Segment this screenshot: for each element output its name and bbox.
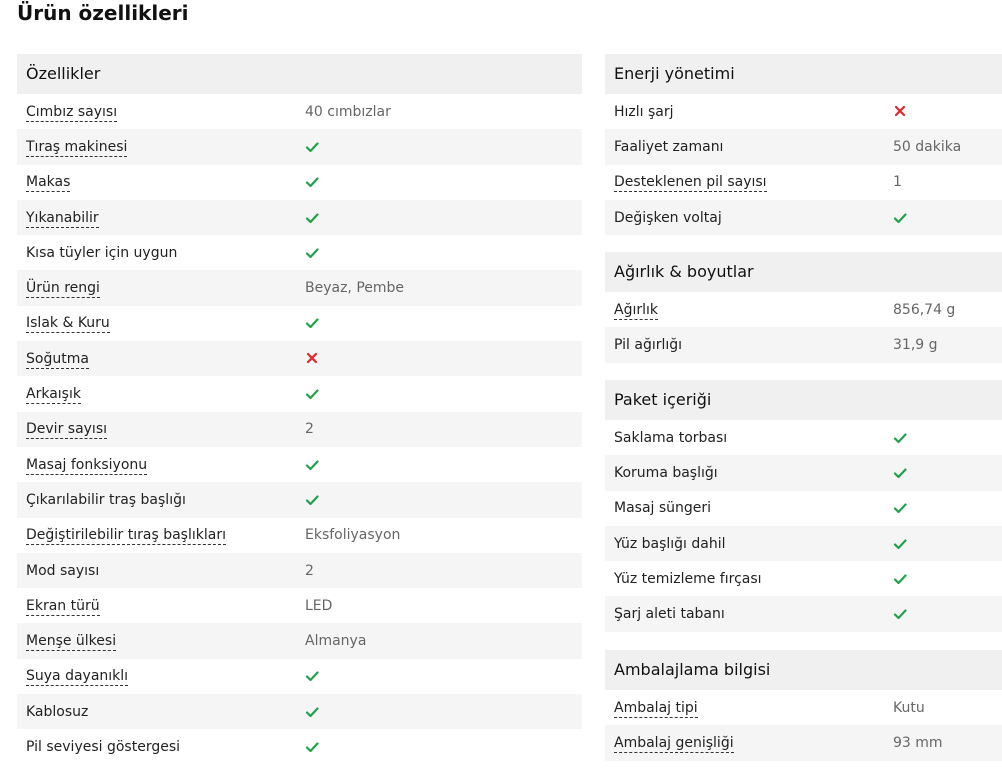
spec-value: 40 cımbızlar bbox=[305, 103, 391, 120]
spec-row-masaj-fonksiyonu bbox=[17, 447, 582, 482]
section-header: Paket içeriği bbox=[605, 380, 1002, 420]
spec-value: 2 bbox=[305, 421, 314, 438]
spec-value bbox=[893, 499, 907, 517]
spec-row-sarj-aleti-tabani bbox=[605, 596, 1002, 631]
spec-section-ambalajlama-bilgisi bbox=[605, 650, 1002, 761]
spec-value bbox=[305, 667, 319, 685]
spec-label[interactable]: Islak & Kuru bbox=[26, 315, 110, 332]
check-icon bbox=[305, 458, 319, 472]
spec-label: Şarj aleti tabanı bbox=[614, 606, 725, 623]
spec-value bbox=[893, 570, 907, 588]
check-icon bbox=[305, 211, 319, 225]
spec-label[interactable]: Ambalaj genişliği bbox=[614, 734, 734, 751]
spec-value bbox=[893, 535, 907, 553]
spec-row-yikanabilir bbox=[17, 200, 582, 235]
spec-row-hizli-sarj bbox=[605, 94, 1002, 129]
spec-label: Değişken voltaj bbox=[614, 209, 722, 226]
check-icon bbox=[305, 387, 319, 401]
spec-label[interactable]: Devir sayısı bbox=[26, 421, 108, 438]
spec-section-ozellikler bbox=[17, 54, 582, 765]
spec-row-koruma-basligi bbox=[605, 455, 1002, 490]
cross-icon bbox=[893, 104, 907, 118]
page-title: Ürün özellikleri bbox=[17, 1, 189, 25]
section-header: Ambalajlama bilgisi bbox=[605, 650, 1002, 690]
spec-value bbox=[305, 738, 319, 756]
spec-value bbox=[305, 385, 319, 403]
spec-row-degistirilebilir-tiras-basliklari bbox=[17, 518, 582, 553]
cross-icon bbox=[305, 351, 319, 365]
spec-value: 50 dakika bbox=[893, 138, 962, 155]
spec-row-arkaisik bbox=[17, 376, 582, 411]
spec-label[interactable]: Yıkanabilir bbox=[26, 209, 99, 226]
spec-label[interactable]: Desteklenen pil sayısı bbox=[614, 174, 767, 191]
spec-value: 2 bbox=[305, 562, 314, 579]
spec-row-sogutma bbox=[17, 341, 582, 376]
spec-value: Beyaz, Pembe bbox=[305, 280, 405, 297]
spec-value bbox=[893, 103, 907, 121]
check-icon bbox=[305, 669, 319, 683]
spec-label[interactable]: Ağırlık bbox=[614, 301, 658, 318]
spec-row-urun-rengi bbox=[17, 270, 582, 305]
spec-value: Almanya bbox=[305, 633, 367, 650]
spec-section-agirlik-boyutlar bbox=[605, 252, 1002, 363]
section-header: Ağırlık & boyutlar bbox=[605, 252, 1002, 292]
check-icon bbox=[893, 466, 907, 480]
spec-row-suya-dayanikli bbox=[17, 659, 582, 694]
spec-label: Kısa tüyler için uygun bbox=[26, 244, 178, 261]
spec-label: Hızlı şarj bbox=[614, 103, 674, 120]
spec-row-desteklenen-pil-sayisi bbox=[605, 165, 1002, 200]
spec-row-degisken-voltaj bbox=[605, 200, 1002, 235]
spec-label[interactable]: Ürün rengi bbox=[26, 280, 100, 297]
spec-row-mense-ulkesi bbox=[17, 623, 582, 658]
check-icon bbox=[893, 501, 907, 515]
spec-row-ekran-turu bbox=[17, 588, 582, 623]
check-icon bbox=[305, 493, 319, 507]
spec-row-saklama-torbasi bbox=[605, 420, 1002, 455]
spec-row-ambalaj-genisligi bbox=[605, 725, 1002, 760]
spec-row-faaliyet-zamani bbox=[605, 129, 1002, 164]
spec-label[interactable]: Suya dayanıklı bbox=[26, 668, 129, 685]
spec-label[interactable]: Ambalaj tipi bbox=[614, 699, 698, 716]
check-icon bbox=[893, 607, 907, 621]
spec-value bbox=[305, 173, 319, 191]
section-header: Özellikler bbox=[17, 54, 582, 94]
spec-value bbox=[893, 209, 907, 227]
spec-value bbox=[305, 244, 319, 262]
spec-row-islak-kuru bbox=[17, 306, 582, 341]
check-icon bbox=[893, 211, 907, 225]
spec-label[interactable]: Değiştirilebilir tıraş başlıkları bbox=[26, 527, 226, 544]
spec-row-mod-sayisi bbox=[17, 553, 582, 588]
spec-row-masaj-sungeri bbox=[605, 491, 1002, 526]
spec-label: Yüz temizleme fırçası bbox=[614, 570, 762, 587]
spec-label: Koruma başlığı bbox=[614, 464, 718, 481]
spec-row-agirlik bbox=[605, 292, 1002, 327]
spec-value: 856,74 g bbox=[893, 301, 956, 318]
spec-value bbox=[305, 456, 319, 474]
spec-label: Çıkarılabilir traş başlığı bbox=[26, 491, 186, 508]
spec-value bbox=[893, 464, 907, 482]
spec-label[interactable]: Soğutma bbox=[26, 350, 89, 367]
spec-row-ambalaj-tipi bbox=[605, 690, 1002, 725]
spec-value: Kutu bbox=[893, 699, 925, 716]
spec-value bbox=[893, 429, 907, 447]
check-icon bbox=[305, 705, 319, 719]
spec-label: Pil ağırlığı bbox=[614, 336, 683, 353]
spec-label[interactable]: Ekran türü bbox=[26, 597, 100, 614]
spec-label[interactable]: Cımbız sayısı bbox=[26, 103, 118, 120]
check-icon bbox=[893, 537, 907, 551]
spec-row-pil-agirligi bbox=[605, 327, 1002, 362]
spec-label: Saklama torbası bbox=[614, 429, 728, 446]
check-icon bbox=[305, 246, 319, 260]
spec-value bbox=[305, 138, 319, 156]
spec-row-yuz-temizleme-fircasi bbox=[605, 561, 1002, 596]
spec-value: 1 bbox=[893, 174, 902, 191]
spec-value: Eksfoliyasyon bbox=[305, 527, 401, 544]
spec-value bbox=[305, 350, 319, 368]
spec-section-paket-icerigi bbox=[605, 380, 1002, 632]
spec-value: 31,9 g bbox=[893, 336, 938, 353]
spec-section-enerji-yonetimi bbox=[605, 54, 1002, 235]
check-icon bbox=[305, 140, 319, 154]
spec-row-cikarilabilir-tras-basligi bbox=[17, 482, 582, 517]
section-header: Enerji yönetimi bbox=[605, 54, 1002, 94]
spec-label[interactable]: Tıraş makinesi bbox=[26, 138, 128, 155]
spec-value bbox=[305, 314, 319, 332]
spec-value bbox=[305, 491, 319, 509]
spec-row-pil-seviyesi-gostergesi bbox=[17, 729, 582, 764]
check-icon bbox=[893, 572, 907, 586]
check-icon bbox=[305, 740, 319, 754]
spec-row-yuz-basligi-dahil bbox=[605, 526, 1002, 561]
spec-value bbox=[893, 605, 907, 623]
spec-label[interactable]: Arkaışık bbox=[26, 386, 81, 403]
check-icon bbox=[305, 316, 319, 330]
spec-label: Masaj süngeri bbox=[614, 500, 712, 517]
spec-value: LED bbox=[305, 597, 333, 614]
check-icon bbox=[893, 431, 907, 445]
spec-label: Pil seviyesi göstergesi bbox=[26, 738, 181, 755]
spec-row-devir-sayisi bbox=[17, 412, 582, 447]
spec-label[interactable]: Masaj fonksiyonu bbox=[26, 456, 148, 473]
spec-row-kisa-tuyler-icin-uygun bbox=[17, 235, 582, 270]
spec-label[interactable]: Menşe ülkesi bbox=[26, 633, 117, 650]
spec-row-kablosuz bbox=[17, 694, 582, 729]
spec-label: Mod sayısı bbox=[26, 562, 100, 579]
spec-label: Yüz başlığı dahil bbox=[614, 535, 726, 552]
spec-row-tiras-makinesi bbox=[17, 129, 582, 164]
spec-label: Kablosuz bbox=[26, 703, 89, 720]
spec-value: 93 mm bbox=[893, 734, 943, 751]
spec-value bbox=[305, 703, 319, 721]
spec-row-makas bbox=[17, 165, 582, 200]
spec-label: Faaliyet zamanı bbox=[614, 138, 724, 155]
spec-label[interactable]: Makas bbox=[26, 174, 71, 191]
check-icon bbox=[305, 175, 319, 189]
spec-value bbox=[305, 209, 319, 227]
spec-row-cimbiz-sayisi bbox=[17, 94, 582, 129]
